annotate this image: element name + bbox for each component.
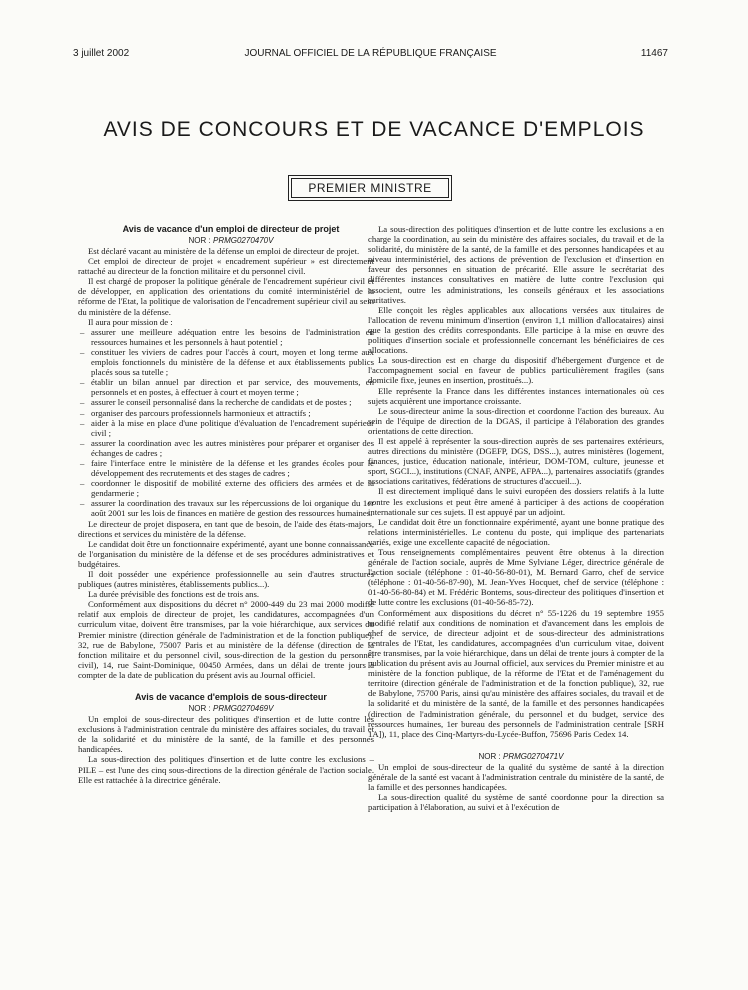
left-column — [78, 224, 374, 989]
paragraph: La sous-direction est en charge du dispositif d'hébergement d'urgence et de l'accompagnement social en faveur de publics particulièrement fragiles (sans domicile fixe, jeunes en insertion, prostitués...). — [368, 355, 664, 386]
paragraph: Le candidat doit être un fonctionnaire expérimenté, ayant une bonne pratique des relations interministérielles. Le contenu du poste, qui implique des partenariats variés, exige une excellente capacité de négociation. — [368, 516, 664, 547]
nor-label: NOR : — [188, 236, 211, 245]
paragraph: Il doit posséder une expérience professionnelle au sein d'autres structures publiques (autres ministères, établissements publics...). — [78, 569, 374, 590]
paragraph: Un emploi de sous-directeur de la qualité du système de santé à la direction générale de la santé est vacant à l'administration centrale du ministère de la santé, de la famille et des personnes handicapées. — [368, 761, 664, 792]
paragraph: Elle représente la France dans les différentes instances internationales où ces sujets acquièrent une importance croissante. — [368, 385, 664, 406]
paragraph: La sous-direction des politiques d'insertion et de lutte contre les exclusions a en charge la coordination, au sein du ministère des affaires sociales, du travail et de la solidarité, du ministère de la santé, de la famille et des personnes handicapées et au niveau interministériel, des actions de prévention de l'exclusion et d'insertion en faveur des personnes en situation de précarité. Elle assure le secrétariat des différentes instances consultatives en matière de lutte contre l'exclusion qui associent, outre les administrations, les conseils généraux et les associations caritatives. — [368, 224, 664, 305]
paragraph: Conformément aux dispositions du décret n° 55-1226 du 19 septembre 1955 modifié relatif aux conditions de nomination et d'avancement dans les emplois de chef de service, de directeur adjoint et de sous-directeur des administrations centrales de l'Etat, les candidatures, accompagnées d'un curriculum vitae, doivent être transmises, par la voie hiérarchique, dans un délai de trente jours à compter de la publication du présent avis au Journal officiel, aux services du Premier ministre et au ministère de la fonction publique, de la réforme de l'Etat et de l'aménagement du territoire (direction générale de l'administration et de la fonction publique), 32, rue de Babylone, 75700 Paris, ainsi qu'au ministère des affaires sociales, du travail et de la solidarité et du ministère de la santé, de la famille et des personnes handicapées (direction de l'administration générale, du personnel et du budget, service des ressources humaines, 1er bureau des personnels de l'administration centrale [SRH 1A]), 11, place des Cinq-Martyrs-du-Lycée-Buffon, 75696 Paris Cedex 14. — [368, 607, 664, 739]
paragraph: Tous renseignements complémentaires peuvent être obtenus à la direction générale de l'action sociale, auprès de Mme Sylviane Léger, directrice générale de l'action sociale (téléphone : 01-40-56-80-01), M. Bernard Garro, chef de service (téléphone : 01-40-56-87-90), M. Jean-Yves Hocquet, chef de service (téléphone : 01-40-56-80-84) et M. Frédéric Bontems, sous-directeur des politiques d'insertion et de lutte contre les exclusions (01-40-56-85-72). — [368, 547, 664, 608]
paragraph: Il est appelé à représenter la sous-direction auprès de ses partenaires extérieurs, autres directions du ministère (DGEFP, DGS, DSS...), autres ministères (logement, finances, justice, éducation nationale, intérieur, DOM-TOM, culture, jeunesse et sport, SGCI...), institutions (CNAF, ANPE, AFPA...), partenaires associatifs (grandes associations caritatives, fédérations de structures d'accueil...). — [368, 435, 664, 487]
paragraph: Est déclaré vacant au ministère de la défense un emploi de directeur de projet. — [88, 246, 360, 256]
mission-item: – aider à la mise en place d'une politique d'évaluation de l'encadrement supérieur civil ; — [78, 418, 374, 438]
mission-list — [78, 327, 374, 519]
mission-item: – établir un bilan annuel par direction et par service, des mouvements, en personnels et en postes, à effectuer à court et moyen terme ; — [78, 377, 374, 397]
nor-label: NOR : — [478, 751, 501, 761]
nor-reference — [368, 751, 664, 762]
paragraph: Un emploi de sous-directeur des politiques d'insertion et de lutte contre les exclusions à l'administration centrale du ministère des affaires sociales, du travail et de la solidarité et du ministère de la santé, de la famille et des personnes handicapées. — [78, 714, 374, 755]
paragraph: Le candidat doit être un fonctionnaire expérimenté, ayant une bonne connaissance de l'organisation du ministère de la défense et de ses procédures administratives et budgétaires. — [78, 538, 374, 569]
paragraph: La sous-direction des politiques d'insertion et de lutte contre les exclusions – PILE – est l'une des cinq sous-directions de la direction générale de l'action sociale. Elle est rattachée à la directrice générale. — [78, 754, 374, 785]
paragraph: Conformément aux dispositions du décret n° 2000-449 du 23 mai 2000 modifié relatif aux emplois de directeur de projet, les candidatures, accompagnées d'un curriculum vitae, doivent être transmises, par la voie hiérarchique, aux services du Premier ministre (direction générale de l'administration et de la fonction publique), 32, rue de Babylone, 75007 Paris et au ministère de la défense (direction de la fonction militaire et du personnel civil, sous-direction de la gestion du personnel civil), 14, rue Saint-Dominique, 00450 Armées, dans un délai de trente jours à compter de la date de publication du présent avis au Journal officiel. — [78, 599, 374, 680]
paragraph: Le directeur de projet disposera, en tant que de besoin, de l'aide des états-majors, directions et services du ministère de la défense. — [78, 518, 374, 539]
mission-item: – constituer les viviers de cadres pour l'accès à court, moyen et long terme aux emplois fonctionnels du ministère de la défense et aux établissements publics placés sous sa tutelle ; — [78, 347, 374, 377]
mission-item: – coordonner le dispositif de mobilité externe des officiers des armées et de la gendarmerie ; — [78, 478, 374, 498]
paragraph: Il est chargé de proposer la politique générale de l'encadrement supérieur civil et de développer, en application des orientations du comité interministériel de la réforme de l'Etat, la politique de valorisation de l'encadrement supérieur civil au sein du ministère de la défense. — [78, 276, 374, 317]
nor-code: PRMG0270469V — [212, 704, 274, 714]
right-column — [368, 224, 664, 989]
paragraph: Il aura pour mission de : — [88, 316, 173, 327]
mission-item: – assurer une meilleure adéquation entre les besoins de l'administration en ressources humaines et les personnels à haut potentiel ; — [78, 327, 374, 347]
article-title: Avis de vacance d'un emploi de directeur de projet — [122, 224, 340, 234]
paragraph: Il est directement impliqué dans le suivi européen des dossiers relatifs à la lutte contre les exclusions et peut être amené à participer à des actions de coopération internationale sur ces sujets. Il est appuyé par un adjoint. — [368, 486, 664, 517]
issue-date: 3 juillet 2002 — [73, 48, 130, 59]
section-box — [288, 175, 452, 201]
page-number: 11467 — [640, 48, 668, 59]
paragraph: Le sous-directeur anime la sous-direction et coordonne l'action des bureaux. Au sein de l'équipe de direction de la DGAS, il participe à l'élaboration des grandes orientations de cette direction. — [368, 405, 664, 436]
section-title: PREMIER MINISTRE — [291, 178, 449, 198]
nor-code: PRMG0270471V — [502, 751, 564, 761]
nor-code: PRMG0270470V — [212, 236, 274, 245]
mission-item: – faire l'interface entre le ministère de la défense et les grandes écoles pour le développement des recrutements et des stages de cadres ; — [78, 458, 374, 478]
paragraph: Cet emploi de directeur de projet « encadrement supérieur » est directement rattaché au directeur de la fonction militaire et du personnel civil. — [78, 256, 374, 277]
paragraph: Elle conçoit les règles applicables aux allocations versées aux titulaires de l'allocation de revenu minimum d'insertion (environ 1,1 million d'allocataires) ainsi que la gestion des crédits correspondants. Elle participe à la mise en œuvre des politiques d'insertion sociale et professionnelle concernant les bénéficiaires de ces allocations. — [368, 304, 664, 356]
nor-reference — [78, 235, 374, 246]
mission-item: – assurer la coordination des travaux sur les répercussions de loi organique du 1er août 2001 sur les lois de finances en matière de gestion des ressources humaines. — [78, 498, 374, 518]
mission-item: – assurer le conseil personnalisé dans la recherche de candidats et de postes ; — [78, 397, 374, 407]
paragraph: La sous-direction qualité du système de santé coordonne pour la direction sa participation à l'élaboration, au suivi et à l'exécution de — [368, 792, 664, 813]
nor-reference — [78, 703, 374, 714]
main-title: AVIS DE CONCOURS ET DE VACANCE D'EMPLOIS — [103, 118, 645, 141]
mission-item: – organiser des parcours professionnels harmonieux et attractifs ; — [78, 408, 374, 418]
page-header — [73, 48, 668, 62]
article-title: Avis de vacance d'emplois de sous-directeur — [135, 692, 327, 703]
paragraph: La durée prévisible des fonctions est de trois ans. — [88, 589, 260, 600]
journal-title: JOURNAL OFFICIEL DE LA RÉPUBLIQUE FRANÇAISE — [244, 48, 497, 59]
mission-item: – assurer la coordination avec les autres ministères pour préparer et organiser des échanges de cadres ; — [78, 438, 374, 458]
nor-label: NOR : — [188, 704, 211, 714]
